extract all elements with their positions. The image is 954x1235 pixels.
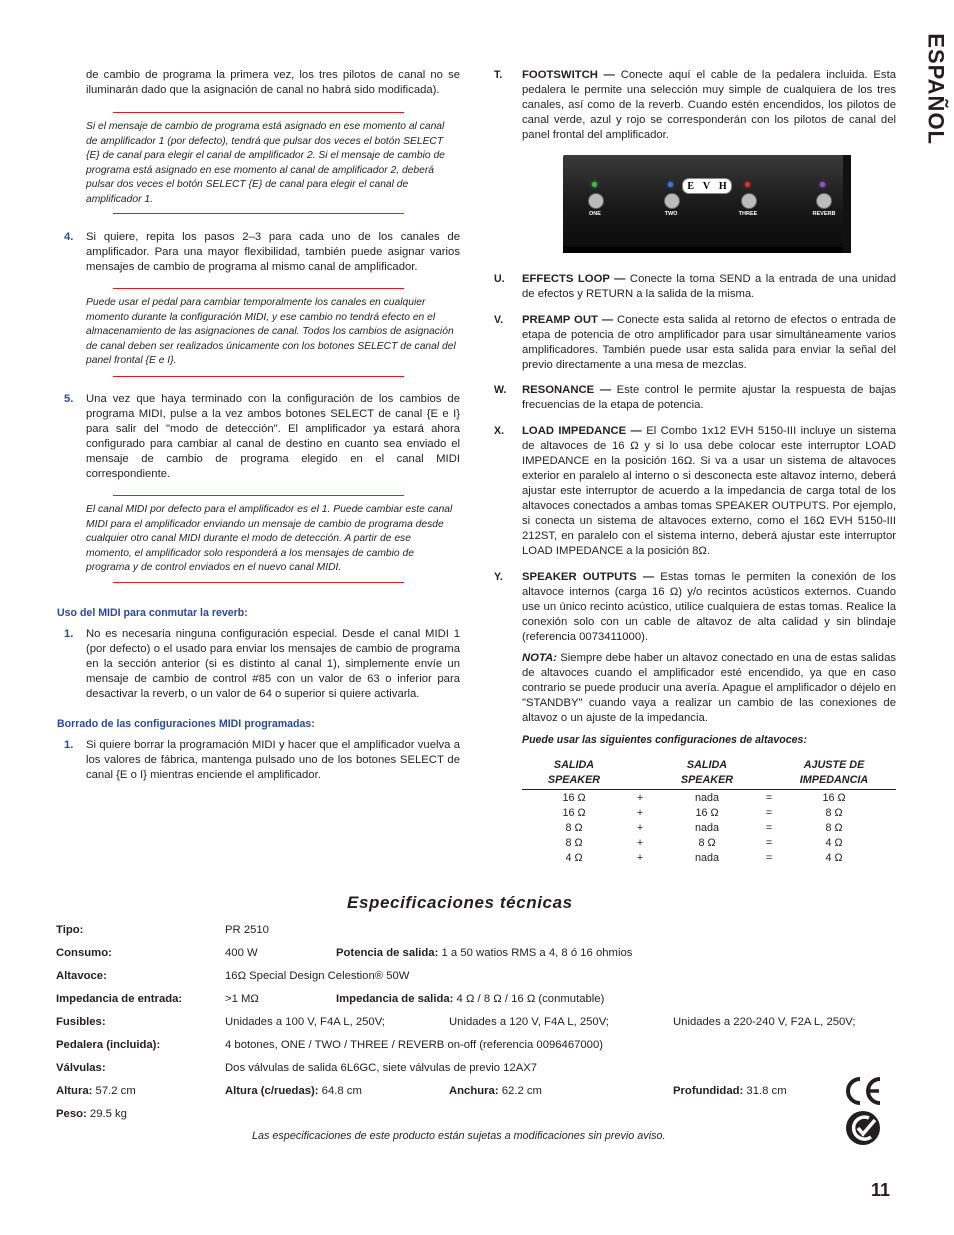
note-rule-bottom [113,213,404,214]
table-cell: nada [694,792,720,804]
spec-tipo-value: PR 2510 [225,924,269,936]
spec-profundidad [673,1084,787,1099]
spec-fusible-3: Unidades a 220-240 V, F2A L, 250V; [673,1016,856,1028]
table-cell: + [636,792,644,804]
table-cell: 16 Ω [562,807,586,819]
note-rule-top [113,112,404,113]
item-w-text [522,383,896,413]
footswitch-label-reverb: REVERB [812,211,836,217]
spec-altura [56,1084,136,1099]
language-tab: ESPAÑOL [924,33,949,145]
spec-altavoce-value: 16Ω Special Design Celestion® 50W [225,970,410,982]
led-three [745,182,750,187]
spec-valvulas-label: Válvulas: [56,1062,106,1074]
header-line: SPEAKER [680,774,734,786]
spec-anchura-label: Anchura: [449,1085,499,1097]
spec-anchura-value: 62.2 cm [501,1085,542,1097]
table-cell: 16 Ω [822,792,846,804]
item-u-body: Conecte la toma SEND a la entrada de una unidad de efectos y RETURN a la salida de la misma. [522,273,896,300]
item-v-text [522,313,896,373]
item-x-letter: X. [494,425,505,437]
spec-profundidad-value: 31.8 cm [746,1085,787,1097]
table-cell: nada [694,822,720,834]
table-header-col3 [784,758,884,788]
footswitch-button-one [588,193,604,209]
item-t-text [522,68,896,143]
item-u-title: EFFECTS LOOP — [522,273,626,285]
spec-imp-salida-label: Impedancia de salida: [336,993,454,1005]
note-rule-bottom [113,582,404,583]
spec-fusible-1: Unidades a 100 V, F4A L, 250V; [225,1016,385,1028]
specs-disclaimer: Las especificaciones de este producto están sujetas a modificaciones sin previo aviso. [252,1130,666,1142]
nota-text: Siempre debe haber un altavoz conectado en una de estas salidas de altavoces cuando el amplificador esté encendido, ya que en caso contrario se puede producir una avería. Apague el amplificador o déjelo en "STANDBY" cuando vaya a realizar un cambio de las conexiones de altavoz o un ajuste de la impedancia. [522,652,896,724]
page-number: 11 [871,1180,891,1200]
spec-imp-entrada-label: Impedancia de entrada: [56,993,183,1005]
ce-mark-icon [843,1075,883,1107]
item-t-title: FOOTSWITCH — [522,69,615,81]
specs-title: Especificaciones técnicas [347,893,573,912]
spec-potencia [336,946,632,961]
header-line: SALIDA [686,759,728,771]
item-t-letter: T. [494,69,503,81]
table-cell: = [765,852,773,864]
led-two [668,182,673,187]
spec-tipo-label: Tipo: [56,924,84,936]
note-rule-top [113,495,404,496]
footswitch-label-two: TWO [664,211,678,217]
spec-altura-label: Altura: [56,1085,93,1097]
item-x-body: El Combo 1x12 EVH 5150-III incluye un sistema de altavoces de 16 Ω y si lo usa debe colocar este interruptor LOAD IMPEDANCE en la posición 16Ω. Si va a usar un sistema de altavoces exterior en paralelo al interno o si desconecta este altavoz interno, deberá ajustar este interruptor de acuerdo a la impedancia de carga total de los altavoces conectados a ambas tomas SPEAKER OUTPUTS. Por ejemplo, si conecta un sistema de altavoces externo, como el 16Ω EVH 5150-III 212ST, en paralelo con el sistema interno, deberá ajustar este interruptor LOAD IMPEDANCE a la posición 8Ω. [522,425,896,557]
item-y-letter: Y. [494,571,503,583]
subheading-midi-reverb: Uso del MIDI para conmutar la reverb: [57,607,248,619]
footswitch-panel [585,178,835,218]
table-cell: 8 Ω [565,822,583,834]
config-intro: Puede usar las siguientes configuraciones de altavoces: [522,734,807,746]
header-line: SALIDA [553,759,595,771]
footswitch-label-one: ONE [589,211,601,217]
spec-fusibles-label: Fusibles: [56,1016,106,1028]
spec-valvulas-value: Dos válvulas de salida 6L6GC, siete válvulas de previo 12AX7 [225,1062,538,1074]
table-cell: 8 Ω [698,837,716,849]
spec-altura-ruedas-label: Altura (c/ruedas): [225,1085,319,1097]
step-4-text: Si quiere, repita los pasos 2–3 para cada uno de los canales de amplificador. Para una mayor flexibilidad, también puede asignar varios mensajes de cambio de programa al mismo canal de amplificador. [86,231,460,273]
table-cell: = [765,822,773,834]
spec-potencia-label: Potencia de salida: [336,947,439,959]
spec-pedalera-label: Pedalera (incluida): [56,1039,161,1051]
table-cell: 4 Ω [825,852,843,864]
table-cell: + [636,822,644,834]
speaker-config-table [522,758,896,868]
spec-consumo-label: Consumo: [56,947,112,959]
led-one [592,182,597,187]
item-y-title: SPEAKER OUTPUTS — [522,571,655,583]
header-line: AJUSTE DE [803,759,865,771]
item-x-text [522,424,896,559]
item-u-letter: U. [494,273,505,285]
led-reverb [820,182,825,187]
spec-peso-label: Peso: [56,1108,87,1120]
nota-label: NOTA: [522,652,557,664]
spec-imp-salida [336,992,604,1007]
table-cell: = [765,792,773,804]
footswitch-button-two [664,193,680,209]
item-w-body: Este control le permite ajustar la respuesta de bajas frecuencias de la etapa de potencia. [522,384,897,411]
table-cell: + [636,807,644,819]
logo-letter-h: H [718,180,727,192]
note-3: El canal MIDI por defecto para el amplificador es el 1. Puede cambiar este canal MIDI para el amplificador enviando un mensaje de cambio de programa desde cualquier otro canal MIDI durante el modo de detección. A partir de ese momento, el amplificador solo responderá a los mensajes de cambio de programa y de control enviados en el nuevo canal MIDI. [86,504,453,574]
table-cell: nada [694,852,720,864]
table-cell: = [765,837,773,849]
subheading-midi-reset: Borrado de las configuraciones MIDI programadas: [57,718,315,730]
table-rule [522,789,896,790]
item-v-body: Conecte esta salida al retorno de efectos o entrada de etapa de potencia de otro amplificador para usar simultáneamente varios amplificadores. También puede usar esta salida para enviar la señal del previo directamente a una mesa de mezclas. [522,314,896,371]
item-w-letter: W. [494,384,507,396]
item-t-body: Conecte aquí el cable de la pedalera incluida. Esta pedalera le permite una selección muy simple de cualquiera de los tres canales, así como de la reverb. Cuando estén encendidos, los pilotos de canal verde, azul y rojo se corresponderán con los pilotos de canal del panel frontal del amplificador. [522,69,897,141]
spec-potencia-value: 1 a 50 watios RMS a 4, 8 ó 16 ohmios [441,947,633,959]
item-y-body: Estas tomas le permiten la conexión de los altavoce internos (carga 16 Ω) y/o recintos acústicos externos. Cuando use un único recinto acústico, utilice cualquiera de estas tomas. Realice la conexión solo con un cable de altavoz de alta calidad y sin blindaje (referencia 0073411000). [522,571,896,643]
spec-peso [56,1107,127,1122]
reverb-step-number: 1. [64,628,74,640]
item-y-text [522,570,896,645]
table-cell: 8 Ω [825,822,843,834]
step-5-number: 5. [64,393,74,405]
table-cell: 16 Ω [695,807,719,819]
spec-consumo-value: 400 W [225,947,258,959]
spec-peso-value: 29.5 kg [89,1108,127,1120]
item-x-title: LOAD IMPEDANCE — [522,425,642,437]
spec-altura-ruedas [225,1084,362,1099]
footswitch-label-three: THREE [738,211,758,217]
spec-imp-salida-value: 4 Ω / 8 Ω / 16 Ω (conmutable) [456,993,605,1005]
spec-fusible-2: Unidades a 120 V, F4A L, 250V; [449,1016,609,1028]
table-header-col2 [665,758,749,788]
table-cell: + [636,837,644,849]
step-4-number: 4. [64,231,74,243]
reset-step-text: Si quiere borrar la programación MIDI y hacer que el amplificador vuelva a los valores de fábrica, mantenga pulsado uno de los botones SELECT de canal {E o I} mientras enciende el amplificador. [86,739,460,781]
c-tick-mark-icon [845,1110,881,1146]
spec-altavoce-label: Altavoce: [56,970,107,982]
item-v-letter: V. [494,314,504,326]
spec-altura-value: 57.2 cm [95,1085,136,1097]
intro-paragraph: de cambio de programa la primera vez, los tres pilotos de canal no se iluminarán dado que la asignación de canal no habrá sido modificada). [86,69,460,96]
reverb-step-text: No es necesaria ninguna configuración especial. Desde el canal MIDI 1 (por defecto) o el usado para enviar los mensajes de cambio de programa en la sección anterior (si es distinto al canal 1), simplemente envíe un mensaje de cambio de control #85 con un valor de 63 o inferior para desactivar la reverb, o un valor de 64 o superior si quiere activarla. [86,628,460,700]
footswitch-button-three [741,193,757,209]
note-1: Si el mensaje de cambio de programa está asignado en ese momento al canal de amplificador 1 (por defecto), tendrá que pulsar dos veces el botón SELECT {E} de canal para elegir el canal de amplificador 2. Si el mensaje de cambio de programa está asignado en ese momento al canal de amplificador 2, deberá pulsar dos veces el botón SELECT {E} de canal para elegir el canal de amplificador 1. [86,121,445,205]
logo-letter-v: V [702,180,711,192]
table-cell: 8 Ω [565,837,583,849]
header-line: SPEAKER [547,774,601,786]
table-cell: + [636,852,644,864]
nota-paragraph [522,651,896,726]
spec-anchura [449,1084,542,1099]
note-2: Puede usar el pedal para cambiar temporalmente los canales en cualquier momento durante la configuración MIDI, y ese cambio no tendrá efecto en el almacenamiento de las asignaciones de canal. Todos los cambios de asignación de canal deben ser realizados únicamente con los botones SELECT de canal del panel frontal {E e I}. [86,297,456,367]
note-rule-top [113,288,404,289]
item-v-title: PREAMP OUT — [522,314,614,326]
table-header-col1 [532,758,616,788]
table-cell: 8 Ω [825,807,843,819]
footswitch-button-reverb [816,193,832,209]
item-w-title: RESONANCE — [522,384,612,396]
logo-letter-e: E [687,180,695,192]
spec-pedalera-value: 4 botones, ONE / TWO / THREE / REVERB on-off (referencia 0096467000) [225,1039,603,1051]
table-cell: 4 Ω [825,837,843,849]
table-cell: = [765,807,773,819]
header-line: IMPEDANCIA [799,774,869,786]
reset-step-number: 1. [64,739,74,751]
note-rule-bottom [113,376,404,377]
spec-imp-entrada-value: >1 MΩ [225,993,259,1005]
table-cell: 16 Ω [562,792,586,804]
spec-profundidad-label: Profundidad: [673,1085,744,1097]
item-u-text [522,272,896,302]
spec-altura-ruedas-value: 64.8 cm [321,1085,362,1097]
evh-logo [682,178,732,194]
step-5-text: Una vez que haya terminado con la configuración de los cambios de programa MIDI, pulse a la vez ambos botones SELECT de canal {E e I} para salir del "modo de detección". El amplificador ya estará ahora configurado para cambiar al canal de destino en cuanto sea enviado el mensaje de cambio de programa elegido en el canal MIDI correspondiente. [86,393,460,480]
table-cell: 4 Ω [565,852,583,864]
